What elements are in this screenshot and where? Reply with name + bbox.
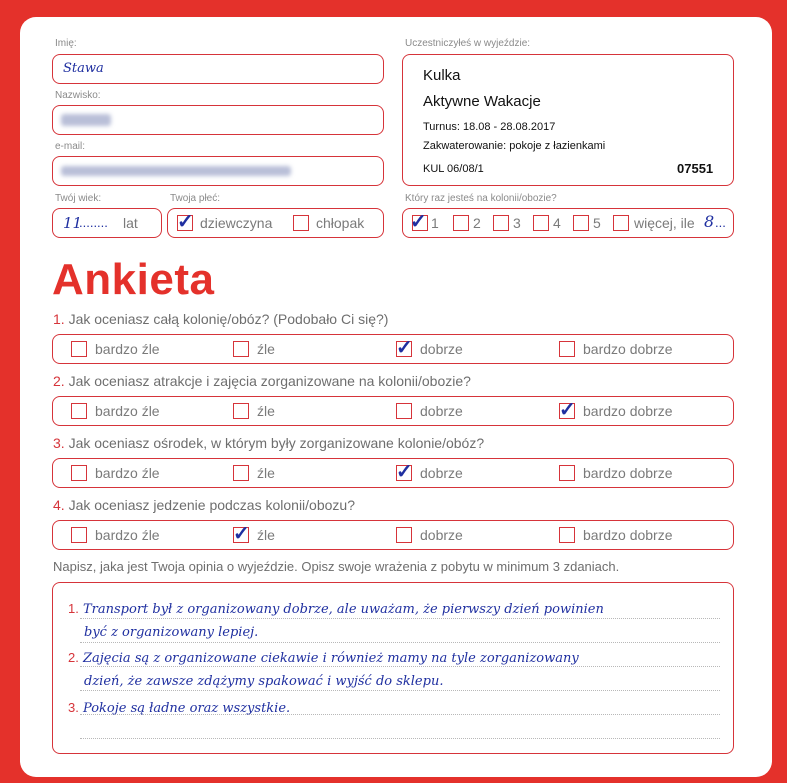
check-icon: ✓ [233, 523, 250, 545]
name-field[interactable] [52, 54, 384, 84]
times-field [402, 208, 734, 238]
question-4-option-good: dobrze [420, 527, 463, 543]
email-label: e-mail: [55, 141, 86, 152]
answer-3-number: 3. [68, 700, 79, 715]
answer-line [80, 642, 720, 643]
times-more-label: więcej, ile [634, 215, 695, 231]
check-icon: ✓ [177, 211, 194, 233]
age-field[interactable] [52, 208, 162, 238]
question-3 [53, 435, 484, 451]
question-1-checkbox-bad[interactable] [233, 341, 249, 357]
trip-name: Kulka [423, 67, 461, 84]
check-icon: ✓ [559, 399, 576, 421]
question-1-option-bad: źle [257, 341, 275, 357]
accommodation-row [423, 140, 605, 152]
question-1-option-good: dobrze [420, 341, 463, 357]
answer-1-line-1 [68, 601, 604, 617]
question-3-checkbox-bad[interactable] [233, 465, 249, 481]
question-4-checkbox-very-bad[interactable] [71, 527, 87, 543]
gender-label: Twoja płeć: [170, 193, 221, 204]
question-3-rating-row [52, 458, 734, 488]
times-more-value: 8 [704, 212, 715, 231]
accommodation-value: pokoje z łazienkami [509, 140, 606, 152]
question-2-checkbox-good[interactable] [396, 403, 412, 419]
question-4-option-very-bad: bardzo źle [95, 527, 160, 543]
question-2-option-bad: źle [257, 403, 275, 419]
question-1-checkbox-very-bad[interactable] [71, 341, 87, 357]
question-4-number: 4. [53, 497, 65, 513]
question-1 [53, 311, 388, 327]
question-2-checkbox-bad[interactable] [233, 403, 249, 419]
times-dots: ... [715, 215, 726, 230]
question-2-option-good: dobrze [420, 403, 463, 419]
question-2-option-very-good: bardzo dobrze [583, 403, 673, 419]
question-3-option-very-good: bardzo dobrze [583, 465, 673, 481]
answer-2-text-2: dzień, że zawsze zdążymy spakować i wyjść do sklepu. [84, 674, 444, 689]
trip-number: 07551 [677, 161, 714, 176]
question-1-number: 1. [53, 311, 65, 327]
turnus-label: Turnus: [423, 121, 460, 133]
times-label: Który raz jesteś na kolonii/obozie? [405, 193, 557, 204]
question-4-checkbox-good[interactable] [396, 527, 412, 543]
question-3-checkbox-very-bad[interactable] [71, 465, 87, 481]
email-field[interactable] [52, 156, 384, 186]
question-2-checkbox-very-bad[interactable] [71, 403, 87, 419]
redacted-email [61, 166, 291, 176]
times-checkbox-3[interactable] [493, 215, 509, 231]
check-icon: ✓ [396, 337, 413, 359]
times-option-1: 1 [431, 215, 439, 231]
times-checkbox-5[interactable] [573, 215, 589, 231]
question-3-option-good: dobrze [420, 465, 463, 481]
question-1-text: Jak oceniasz całą kolonię/obóz? (Podobało Ci się?) [68, 311, 389, 327]
redacted-surname [61, 114, 111, 126]
age-label: Twój wiek: [55, 193, 102, 204]
times-checkbox-2[interactable] [453, 215, 469, 231]
gender-field [167, 208, 384, 238]
answer-3-text-1: Pokoje są ładne oraz wszystkie. [82, 701, 291, 716]
accommodation-label: Zakwaterowanie: [423, 140, 507, 152]
times-option-3: 3 [513, 215, 521, 231]
gender-option-girl: dziewczyna [200, 215, 273, 231]
answer-2-text-1: Zajęcia są z organizowane ciekawie i również mamy na tyle zorganizowany [82, 651, 579, 666]
trip-info-box [402, 54, 734, 186]
question-1-option-very-bad: bardzo źle [95, 341, 160, 357]
question-1-checkbox-very-good[interactable] [559, 341, 575, 357]
age-value: 11 [63, 214, 83, 232]
check-icon: ✓ [410, 211, 427, 233]
question-3-checkbox-very-good[interactable] [559, 465, 575, 481]
times-checkbox-4[interactable] [533, 215, 549, 231]
answer-line [80, 666, 720, 667]
name-value: Stawa [63, 61, 104, 76]
question-4-option-bad: źle [257, 527, 275, 543]
question-3-option-very-bad: bardzo źle [95, 465, 160, 481]
answer-1-text-1: Transport był z organizowany dobrze, ale uważam, że pierwszy dzień powinien [82, 602, 604, 617]
question-4-text: Jak oceniasz jedzenie podczas kolonii/obozu? [68, 497, 355, 513]
trip-label: Uczestniczyłeś w wyjeździe: [405, 38, 531, 49]
question-2-rating-row [52, 396, 734, 426]
name-label: Imię: [55, 38, 77, 49]
answer-3-line-1 [68, 700, 290, 716]
question-2-text: Jak oceniasz atrakcje i zajęcia zorganizowane na kolonii/obozie? [68, 373, 471, 389]
question-2-option-very-bad: bardzo źle [95, 403, 160, 419]
survey-title: Ankieta [52, 255, 215, 304]
surname-field[interactable] [52, 105, 384, 135]
question-4 [53, 497, 355, 513]
question-3-text: Jak oceniasz ośrodek, w którym były zorganizowane kolonie/obóz? [68, 435, 485, 451]
question-3-number: 3. [53, 435, 65, 451]
question-1-option-very-good: bardzo dobrze [583, 341, 673, 357]
answer-1-text-2: być z organizowany lepiej. [84, 625, 259, 640]
times-option-2: 2 [473, 215, 481, 231]
opinion-prompt: Napisz, jaka jest Twoja opinia o wyjeździe. Opisz swoje wrażenia z pobytu w minimum 3 zdaniach. [53, 559, 620, 574]
times-option-5: 5 [593, 215, 601, 231]
question-4-option-very-good: bardzo dobrze [583, 527, 673, 543]
answer-line [80, 738, 720, 739]
check-icon: ✓ [396, 461, 413, 483]
gender-checkbox-boy[interactable] [293, 215, 309, 231]
question-4-checkbox-very-good[interactable] [559, 527, 575, 543]
question-4-rating-row [52, 520, 734, 550]
age-dots: ........ [79, 215, 108, 230]
question-1-rating-row [52, 334, 734, 364]
answer-line [80, 618, 720, 619]
question-3-option-bad: źle [257, 465, 275, 481]
times-option-4: 4 [553, 215, 561, 231]
answer-2-line-1 [68, 650, 579, 666]
times-checkbox-more[interactable] [613, 215, 629, 231]
surname-label: Nazwisko: [55, 90, 101, 101]
age-unit: lat [123, 215, 138, 231]
turnus-value: 18.08 - 28.08.2017 [462, 121, 556, 133]
answer-line [80, 690, 720, 691]
answer-2-number: 2. [68, 650, 79, 665]
trip-code: KUL 06/08/1 [423, 163, 484, 175]
turnus-row [423, 121, 555, 133]
trip-program: Aktywne Wakacje [423, 93, 541, 110]
answer-1-number: 1. [68, 601, 79, 616]
gender-option-boy: chłopak [316, 215, 365, 231]
question-2 [53, 373, 471, 389]
question-2-number: 2. [53, 373, 65, 389]
